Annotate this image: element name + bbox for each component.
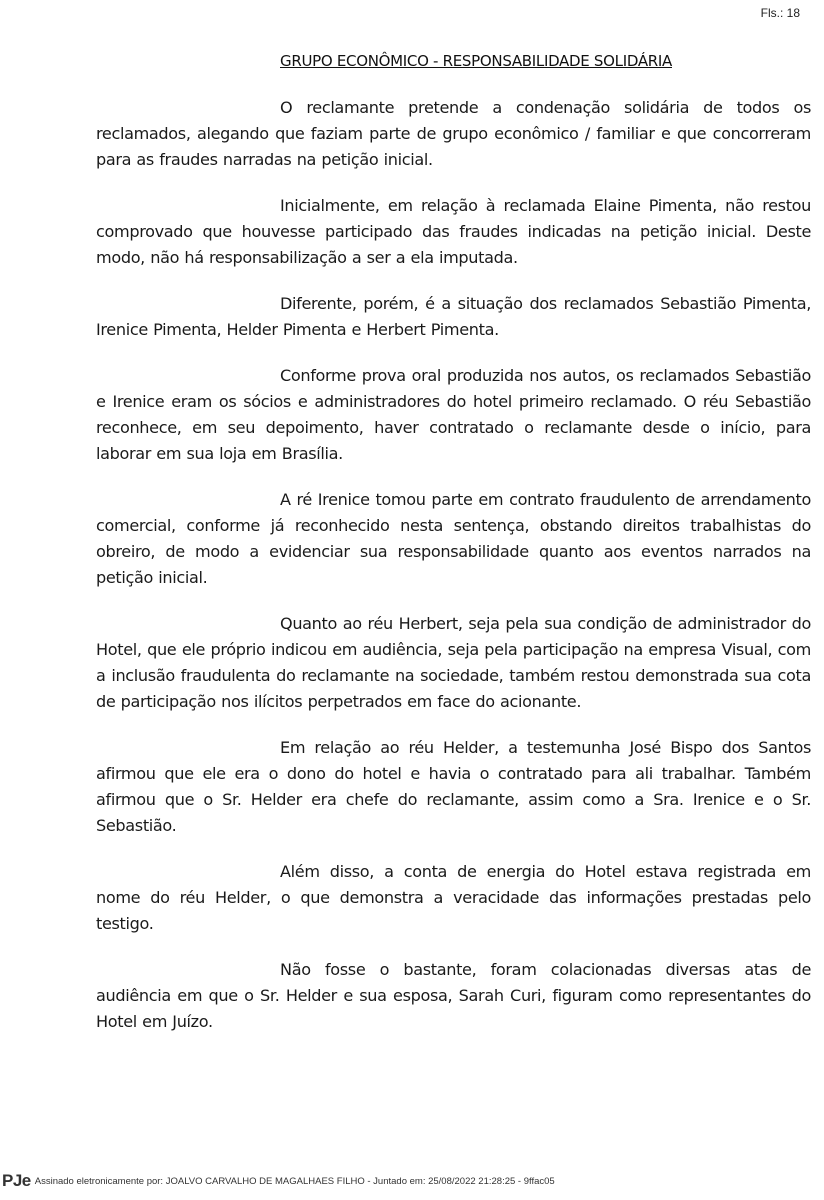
- paragraph: Diferente, porém, é a situação dos reclamados Sebastião Pimenta, Irenice Pimenta, Helder Pimenta e Herbert Pimenta.: [96, 294, 811, 339]
- paragraph: Em relação ao réu Helder, a testemunha José Bispo dos Santos afirmou que ele era o dono do hotel e havia o contratado para ali trabalhar. Também afirmou que o Sr. Helder era chefe do reclamante, assim como a Sra. Irenice e o Sr. Sebastião.: [96, 738, 811, 835]
- paragraph: O reclamante pretende a condenação solidária de todos os reclamados, alegando que faziam parte de grupo econômico / familiar e que concorreram para as fraudes narradas na petição inicial.: [96, 98, 811, 169]
- paragraph: Inicialmente, em relação à reclamada Elaine Pimenta, não restou comprovado que houvesse participado das fraudes indicadas na petição inicial. Deste modo, não há responsabilização a ser a ela imputada.: [96, 196, 811, 267]
- paragraph: Além disso, a conta de energia do Hotel estava registrada em nome do réu Helder, o que demonstra a veracidade das informações prestadas pelo testigo.: [96, 862, 811, 933]
- paragraph: Não fosse o bastante, foram colacionadas diversas atas de audiência em que o Sr. Helder e sua esposa, Sarah Curi, figuram como representantes do Hotel em Juízo.: [96, 960, 811, 1031]
- signature-footer: [2, 1171, 555, 1191]
- document-body: [96, 95, 811, 1055]
- paragraph: Conforme prova oral produzida nos autos, os reclamados Sebastião e Irenice eram os sócios e administradores do hotel primeiro reclamado. O réu Sebastião reconhece, em seu depoimento, haver contratado o reclamante desde o início, para laborar em sua loja em Brasília.: [96, 366, 811, 463]
- paragraph: Quanto ao réu Herbert, seja pela sua condição de administrador do Hotel, que ele próprio indicou em audiência, seja pela participação na empresa Visual, com a inclusão fraudulenta do reclamante na sociedade, também restou demonstrada sua cota de participação nos ilícitos perpetrados em face do acionante.: [96, 614, 811, 711]
- electronic-signature: Assinado eletronicamente por: JOALVO CARVALHO DE MAGALHAES FILHO - Juntado em: 25/08/2022 21:28:25 - 9ffac05: [34, 1175, 555, 1187]
- section-heading: GRUPO ECONÔMICO - RESPONSABILIDADE SOLIDÁRIA: [280, 52, 672, 70]
- pje-logo-text: PJe: [2, 1171, 31, 1190]
- pje-logo: [2, 1171, 31, 1191]
- paragraph: A ré Irenice tomou parte em contrato fraudulento de arrendamento comercial, conforme já reconhecido nesta sentença, obstando direitos trabalhistas do obreiro, de modo a evidenciar sua responsabilidade quanto aos eventos narrados na petição inicial.: [96, 490, 811, 587]
- page-number: Fls.: 18: [760, 6, 800, 20]
